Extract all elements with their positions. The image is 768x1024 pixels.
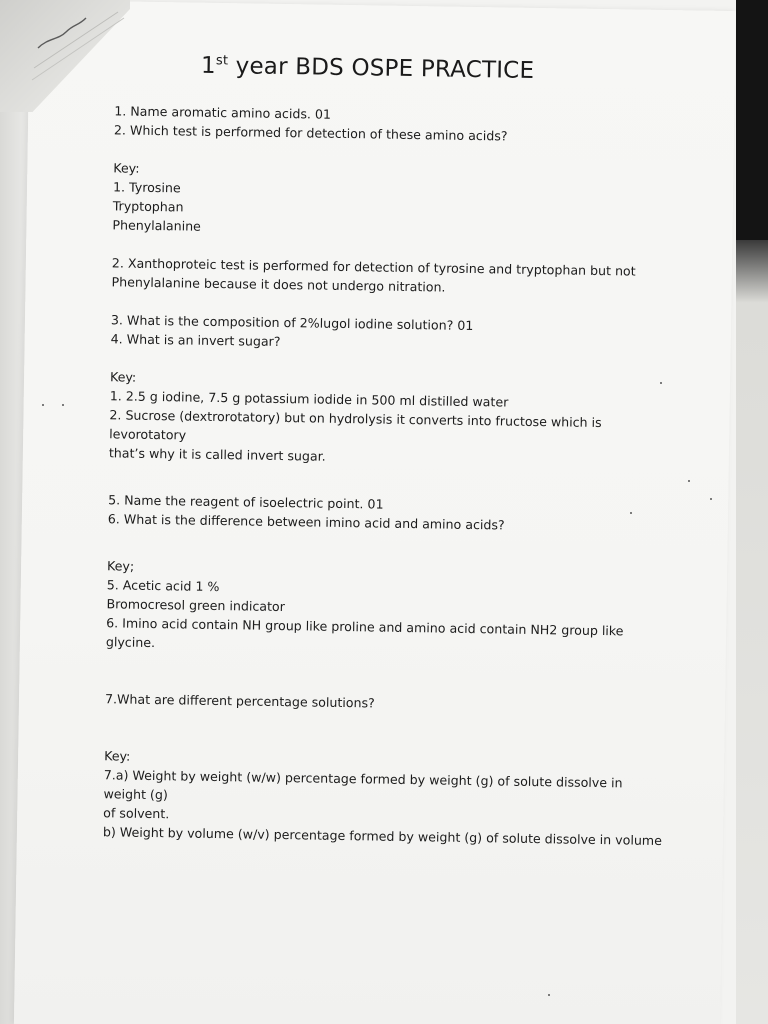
answer-line: 7.a) Weight by weight (w/w) percentage formed by weight (g) of solute dissolve in	[103, 767, 623, 791]
paper-speck	[548, 994, 550, 996]
answer-line: levorotatory	[109, 426, 187, 443]
paper-speck	[710, 498, 712, 500]
document-page	[14, 0, 736, 1024]
question-2: 2. Which test is performed for detection of these amino acids?	[113, 122, 508, 144]
title-rest: year BDS OSPE PRACTICE	[227, 53, 535, 84]
answer-line: of solvent.	[103, 805, 170, 822]
answer-line: Tryptophan	[112, 198, 184, 215]
answer-line: 2. Sucrose (dextrorotatory) but on hydrolysis it converts into fructose which is	[109, 407, 602, 431]
key-heading-1: Key:	[113, 160, 140, 176]
key-heading-3: Key;	[107, 558, 135, 574]
background-right-dark	[736, 0, 768, 240]
answer-line: that’s why it is called invert sugar.	[108, 445, 326, 464]
background-right-edge	[736, 240, 768, 1024]
title-ordinal: 1	[200, 52, 217, 79]
corner-scribble-icon	[28, 8, 128, 98]
answer-line: Phenylalanine because it does not undergo nitration.	[111, 274, 446, 295]
answer-line: Phenylalanine	[112, 217, 201, 234]
answer-line: Bromocresol green indicator	[106, 596, 285, 615]
question-6: 6. What is the difference between imino acid and amino acids?	[107, 511, 505, 533]
answer-line: 2. Xanthoproteic test is performed for detection of tyrosine and tryptophan but not	[111, 255, 636, 279]
answer-line: weight (g)	[103, 786, 168, 803]
paper-speck	[630, 512, 632, 514]
title-superscript: st	[215, 53, 229, 69]
document-body	[103, 101, 715, 850]
answer-line: b) Weight by volume (w/v) percentage formed by weight (g) of solute dissolve in volume	[102, 824, 663, 849]
answer-line: 1. 2.5 g iodine, 7.5 g potassium iodide in 500 ml distilled water	[109, 388, 509, 410]
paper-speck	[688, 480, 690, 482]
question-4: 4. What is an invert sugar?	[110, 331, 281, 349]
question-3: 3. What is the composition of 2%lugol iodine solution? 01	[110, 312, 474, 334]
question-5: 5. Name the reagent of isoelectric point. 01	[108, 492, 384, 512]
page-title	[201, 53, 535, 84]
paper-speck	[62, 404, 64, 406]
answer-line: 1. Tyrosine	[112, 179, 181, 196]
answer-line: 6. Imino acid contain NH group like proline and amino acid contain NH2 group like	[106, 615, 624, 639]
key-heading-2: Key:	[109, 369, 137, 385]
question-1: 1. Name aromatic amino acids. 01	[114, 103, 332, 122]
question-7: 7.What are different percentage solutions?	[104, 691, 375, 711]
key-heading-4: Key:	[104, 748, 131, 764]
answer-line: glycine.	[105, 634, 156, 651]
paper-speck	[660, 382, 662, 384]
answer-line: 5. Acetic acid 1 %	[106, 577, 220, 595]
paper-speck	[42, 404, 44, 406]
